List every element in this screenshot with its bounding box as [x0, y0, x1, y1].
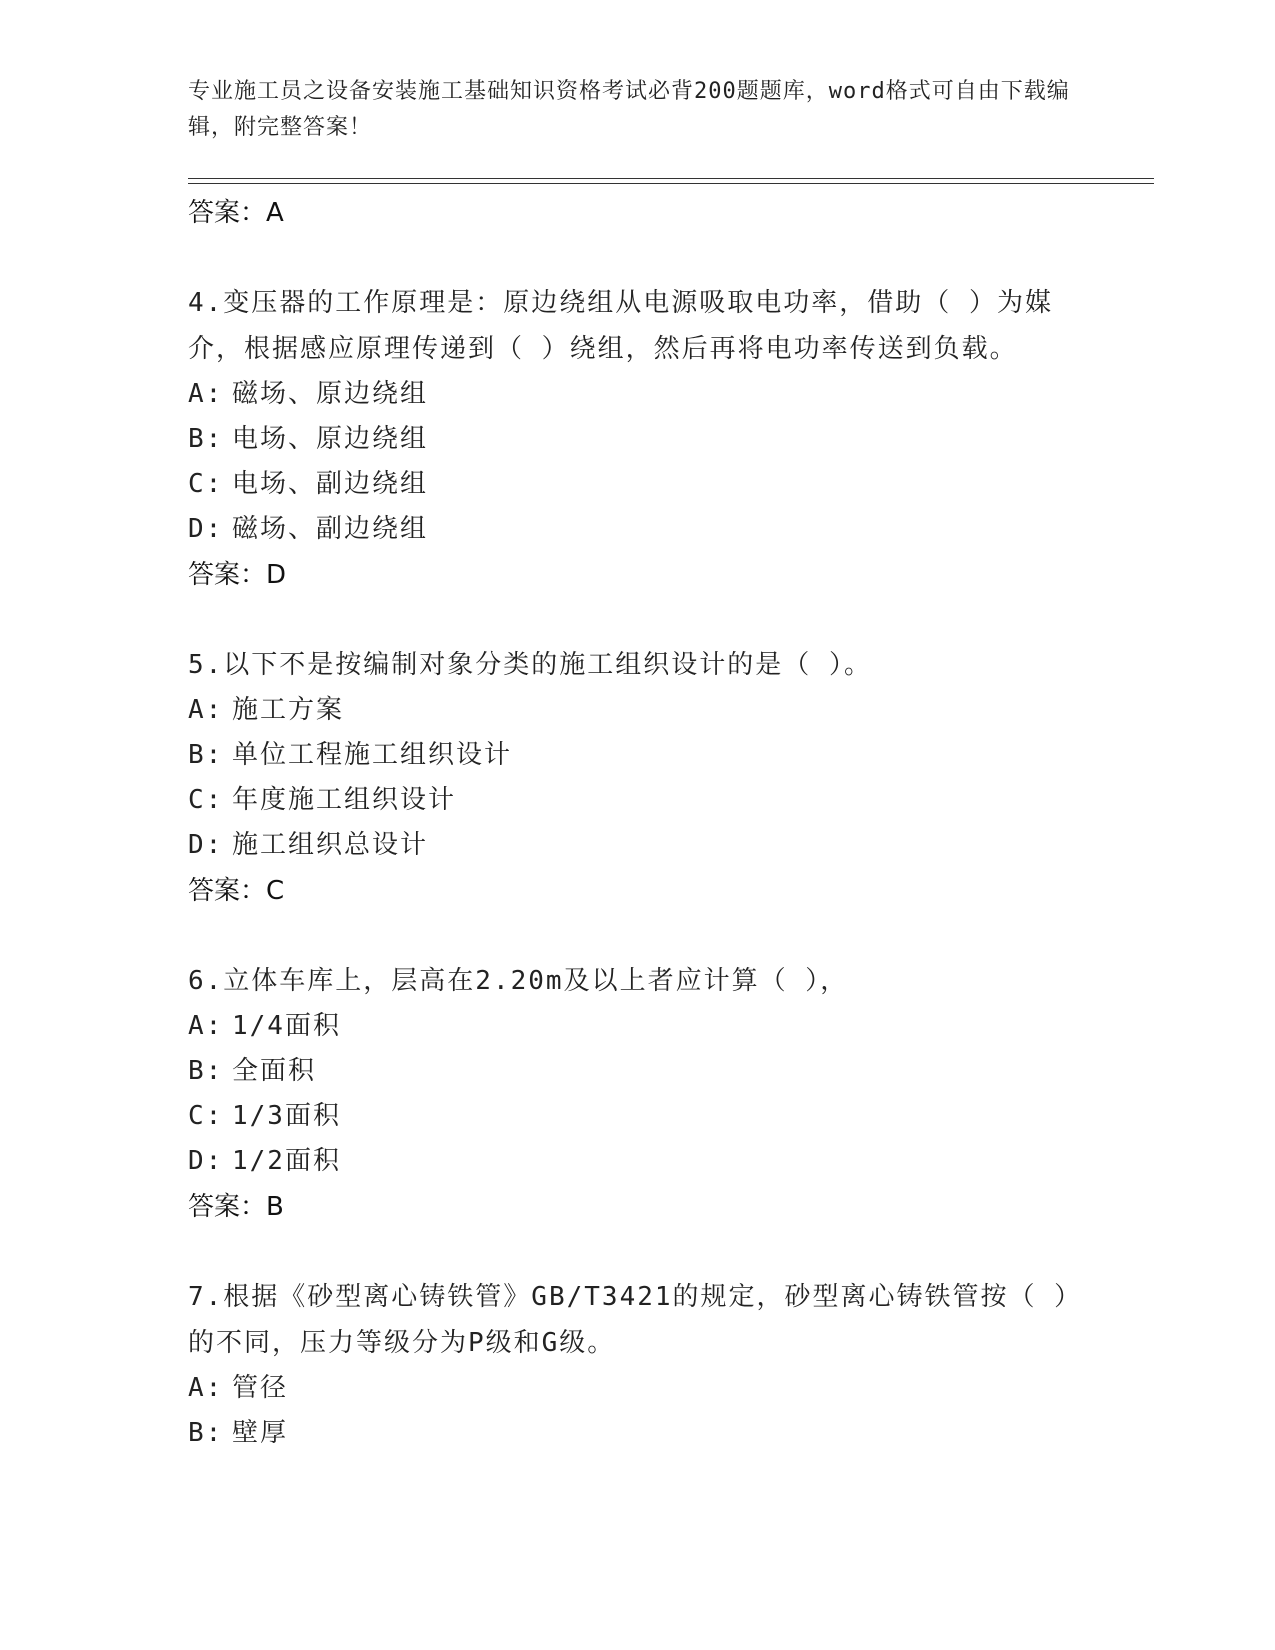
option-letter: D:	[188, 830, 224, 860]
question-stem: 6.立体车库上，层高在2.20m及以上者应计算（ ），	[188, 966, 849, 996]
question-item	[188, 958, 1088, 1230]
option-text: 施工方案	[232, 695, 345, 725]
option-text: 磁场、副边绕组	[232, 514, 429, 544]
option-letter: C:	[188, 469, 224, 499]
option-a	[188, 372, 1088, 417]
question-stem: 5.以下不是按编制对象分类的施工组织设计的是（ ）。	[188, 650, 872, 680]
option-b	[188, 733, 1088, 778]
option-b	[188, 1049, 1088, 1094]
option-letter: C:	[188, 1101, 224, 1131]
option-text: 年度施工组织设计	[232, 785, 457, 815]
answer-line: 答案：A	[188, 198, 284, 228]
option-text: 单位工程施工组织设计	[232, 740, 513, 770]
answer-line: 答案：C	[188, 876, 285, 906]
question-item	[188, 1274, 1088, 1456]
option-text: 1/2面积	[232, 1146, 341, 1176]
option-a	[188, 688, 1088, 733]
option-text: 磁场、原边绕组	[232, 379, 429, 409]
option-a	[188, 1366, 1088, 1411]
option-text: 1/4面积	[232, 1011, 341, 1041]
option-text: 电场、原边绕组	[232, 424, 429, 454]
option-text: 电场、副边绕组	[232, 469, 429, 499]
question-item	[188, 642, 1088, 914]
option-letter: A:	[188, 379, 224, 409]
option-d	[188, 507, 1088, 552]
option-letter: A:	[188, 695, 224, 725]
option-letter: C:	[188, 785, 224, 815]
option-text: 1/3面积	[232, 1101, 341, 1131]
option-letter: B:	[188, 1056, 224, 1086]
option-c	[188, 462, 1088, 507]
question-stem: 7.根据《砂型离心铸铁管》GB/T3421的规定，砂型离心铸铁管按（ ）的不同，压力等级分为P级和G级。	[188, 1282, 1083, 1358]
option-letter: B:	[188, 424, 224, 454]
header-divider-bottom	[188, 183, 1154, 184]
header-divider-top	[188, 178, 1154, 179]
option-b	[188, 417, 1088, 462]
option-letter: B:	[188, 1418, 224, 1448]
answer-line: 答案：D	[188, 560, 287, 590]
option-letter: D:	[188, 514, 224, 544]
option-text: 壁厚	[232, 1418, 289, 1448]
page-header: 专业施工员之设备安装施工基础知识资格考试必背200题题库，word格式可自由下载编辑，附完整答案！	[188, 79, 1070, 140]
option-d	[188, 823, 1088, 868]
answer-line: 答案：B	[188, 1192, 284, 1222]
option-letter: A:	[188, 1011, 224, 1041]
option-letter: A:	[188, 1373, 224, 1403]
question-list	[188, 190, 1088, 1456]
option-letter: D:	[188, 1146, 224, 1176]
option-a	[188, 1004, 1088, 1049]
option-b	[188, 1411, 1088, 1456]
option-d	[188, 1139, 1088, 1184]
option-c	[188, 778, 1088, 823]
option-letter: B:	[188, 740, 224, 770]
question-item	[188, 280, 1088, 598]
option-text: 管径	[232, 1373, 289, 1403]
option-c	[188, 1094, 1088, 1139]
option-text: 施工组织总设计	[232, 830, 429, 860]
option-text: 全面积	[232, 1056, 317, 1086]
question-stem: 4.变压器的工作原理是：原边绕组从电源吸取电功率，借助（ ）为媒介，根据感应原理传递到（ ）绕组，然后再将电功率传送到负载。	[188, 288, 1053, 364]
